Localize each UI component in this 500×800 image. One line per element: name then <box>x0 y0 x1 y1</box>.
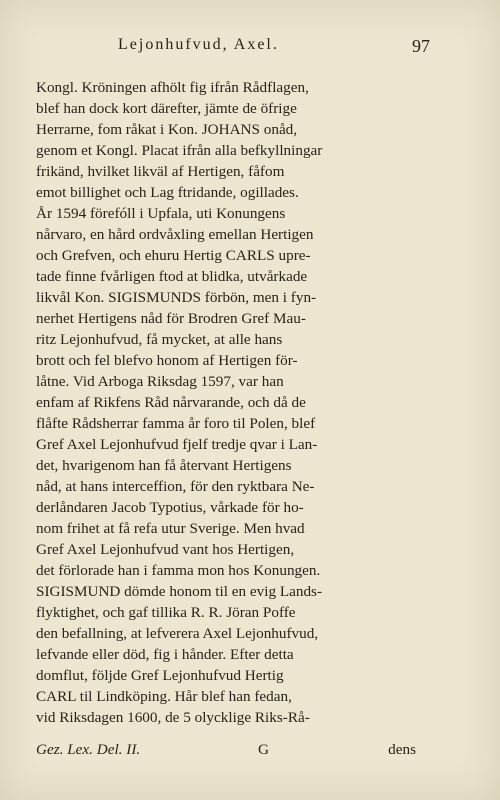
text-line: Gref Axel Lejonhufvud fjelf tredje qvar i Lan- <box>36 436 318 453</box>
text-line: frikänd, hvilket likväl af Hertigen, fåfom <box>36 163 285 180</box>
text-line: enfam af Rikfens Råd nårvarande, och då de <box>36 394 306 411</box>
text-line: brott och fel blefvo honom af Hertigen för- <box>36 352 298 369</box>
text-line: nårvaro, en hård ordvåxling emellan Hertigen <box>36 226 314 243</box>
text-line: SIGISMUND dömde honom til en evig Lands- <box>36 583 323 600</box>
text-line: År 1594 förefóll i Upfala, uti Konungens <box>36 205 286 222</box>
text-line: genom et Kongl. Placat ifrån alla befkyllningar <box>36 142 323 159</box>
signature-mark: Gez. Lex. Del. II. <box>36 741 141 758</box>
text-line: det, hvarigenom han få återvant Hertigens <box>36 457 292 474</box>
text-line: nåd, at hans interceffion, för den ryktbara Ne- <box>36 478 315 495</box>
text-line: lefvande eller död, fig i hånder. Efter detta <box>36 646 294 663</box>
text-line: likvål Kon. SIGISMUNDS förbön, men i fyn- <box>36 289 317 306</box>
text-line: ritz Lejonhufvud, få mycket, at alle hans <box>36 331 283 348</box>
text-line: Gref Axel Lejonhufvud vant hos Hertigen, <box>36 541 295 558</box>
text-line: derlåndaren Jacob Typotius, vårkade för ho- <box>36 499 304 516</box>
text-line: flåfte Rådsherrar famma år foro til Polen, blef <box>36 415 316 432</box>
catchword: dens <box>388 741 416 758</box>
text-line: tade finne fvårligen ftod at blidka, utvårkade <box>36 268 308 285</box>
text-line: emot billighet och Lag ftridande, ogillades. <box>36 184 299 201</box>
text-line: vid Riksdagen 1600, de 5 olycklige Riks-Rå- <box>36 709 310 726</box>
page-header <box>118 36 430 60</box>
page-number: 97 <box>412 36 430 56</box>
running-head: Lejonhufvud, Axel. <box>118 36 279 53</box>
text-line: domflut, följde Gref Lejonhufvud Hertig <box>36 667 284 684</box>
text-line: den befallning, at lefverera Axel Lejonhufvud, <box>36 625 319 642</box>
text-line: låtne. Vid Arboga Riksdag 1597, var han <box>36 373 284 390</box>
text-line: flyktighet, och gaf tillika R. R. Jöran Poffe <box>36 604 296 621</box>
text-line: Herrarne, fom råkat i Kon. JOHANS onåd, <box>36 121 298 138</box>
text-line: och Grefven, och ehuru Hertig CARLS upre- <box>36 247 311 264</box>
text-line: nom frihet at få refa utur Sverige. Men hvad <box>36 520 305 537</box>
page-footer <box>36 741 416 763</box>
text-line: Kongl. Kröningen afhölt fig ifrån Rådflagen, <box>36 79 309 96</box>
text-line: CARL til Lindköping. Hår blef han fedan, <box>36 688 292 705</box>
text-line: det förlorade han i famma mon hos Konungen. <box>36 562 321 579</box>
text-line: nerhet Hertigens nåd för Brodren Gref Mau- <box>36 310 306 327</box>
body-text <box>36 77 416 728</box>
text-line: blef han dock kort därefter, jämte de öfrige <box>36 100 297 117</box>
signature-letter: G <box>258 741 269 758</box>
